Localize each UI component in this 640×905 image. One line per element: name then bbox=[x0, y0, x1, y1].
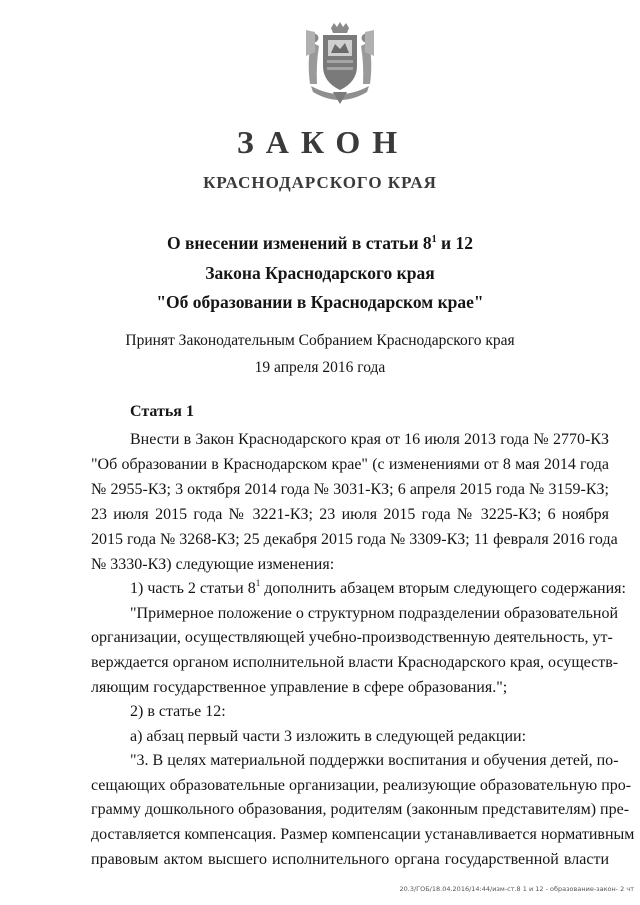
item-2a: а) абзац первый части 3 изложить в следующей редакции: bbox=[130, 728, 527, 745]
law-title: ЗАКОН bbox=[236, 124, 410, 160]
paragraph-line: № 3330-КЗ) следующие изменения: bbox=[91, 556, 335, 573]
footer-file-note: 20.3/ГОБ/18.04.2016/14:44/изм-ст.8 1 и 12 - образование-закон- 2 чт bbox=[399, 885, 634, 893]
adoption-note: Принят Законодательным Собранием Краснодарского края bbox=[125, 332, 515, 349]
law-name-line-1: О внесении изменений в статьи $8^1$ и 12 bbox=[166, 233, 473, 253]
item-1: 1) часть 2 статьи $8^1$ дополнить абзацем вторым следующего содержания: bbox=[130, 578, 626, 597]
paragraph-line: Внести в Закон Краснодарского края от 16 июля 2013 года № 2770-КЗ bbox=[130, 431, 609, 448]
quote-line: верждается органом исполнительной власти Краснодарского края, осуществ- bbox=[91, 654, 619, 671]
quote-line: доставляется компенсация. Размер компенсации устанавливается нормативным bbox=[91, 826, 635, 843]
paragraph-line: № 2955-КЗ; 3 октября 2014 года № 3031-КЗ; 6 апреля 2015 года № 3159-КЗ; bbox=[91, 481, 609, 498]
law-name-line-3: "Об образовании в Краснодарском крае" bbox=[156, 292, 484, 312]
quote-line: сещающих образовательные организации, реализующие образовательную про- bbox=[91, 777, 632, 794]
quote-line: ляющим государственное управление в сфере образования."; bbox=[91, 679, 508, 696]
article-title: Статья 1 bbox=[130, 403, 194, 420]
paragraph-line: "Об образовании в Краснодарском крае" (с изменениями от 8 мая 2014 года bbox=[91, 456, 609, 473]
paragraph-line: 2015 года № 3268-КЗ; 25 декабря 2015 года № 3309-КЗ; 11 февраля 2016 года bbox=[91, 531, 618, 548]
quote-line: "Примерное положение о структурном подразделении образовательной bbox=[130, 605, 619, 622]
paragraph-line: 23 июля 2015 года № 3221-КЗ; 23 июля 2015 года № 3225-КЗ; 6 ноября bbox=[91, 506, 609, 523]
quote-line: правовым актом высшего исполнительного органа государственной власти bbox=[91, 851, 609, 868]
item-2: 2) в статье 12: bbox=[130, 703, 226, 720]
quote-line: грамму дошкольного образования, родителям (законным представителям) пре- bbox=[91, 801, 630, 818]
law-subtitle: КРАСНОДАРСКОГО КРАЯ bbox=[203, 173, 437, 192]
adoption-date: 19 апреля 2016 года bbox=[254, 359, 386, 376]
law-name-line-2: Закона Краснодарского края bbox=[205, 263, 435, 283]
coat-of-arms-icon bbox=[301, 22, 379, 108]
quote-line: организации, осуществляющей учебно-производственную деятельность, ут- bbox=[91, 629, 613, 646]
quote-line: "3. В целях материальной поддержки воспитания и обучения детей, по- bbox=[130, 752, 619, 769]
